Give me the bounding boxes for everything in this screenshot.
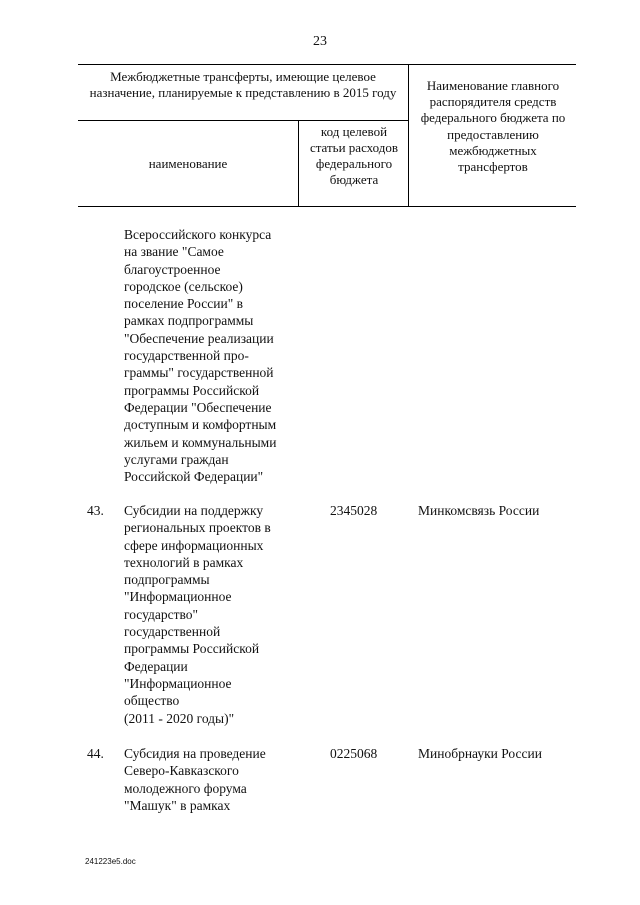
header-col-name: наименование <box>148 156 228 171</box>
header-col-admin: Наименование главного распорядителя средств федерального бюджета по предоставлению межбюджетных трансфертов <box>420 78 566 175</box>
header-group-title: Межбюджетные трансферты, имеющие целевое назначение, планируемые к представлению в 2015 году <box>89 69 397 100</box>
row-number: 43. <box>87 503 104 518</box>
row-code: 0225068 <box>330 746 378 761</box>
header-top-line <box>78 64 576 65</box>
row-name: Всероссийского конкурса на звание "Самое благоустроенное городское (сельское) поселение России" в рамках подпрограммы "Обеспечение реализации государственной про- граммы" государственной программы Российской Федерации "Обеспечение доступным и комфортным жильем и коммунальными услугами граждан Российской Федерации" <box>124 227 277 485</box>
header-sub-line <box>78 120 408 121</box>
header-bottom-line <box>78 206 576 207</box>
row-name: Субсидии на поддержку региональных проектов в сфере информационных технологий в рамках подпрограммы "Информационное государство" государственной программы Российской Федерации "Информационное общество (2011 - 2020 годы)" <box>124 503 271 726</box>
row-number: 44. <box>87 746 104 761</box>
row-code: 2345028 <box>330 503 378 518</box>
header-divider-code <box>298 120 299 206</box>
page-number: 23 <box>313 34 327 49</box>
header-divider-admin <box>408 64 409 206</box>
row-name: Субсидия на проведение Северо-Кавказского молодежного форума "Машук" в рамках <box>124 746 266 813</box>
header-col-code: код целевой статьи расходов федерального бюджета <box>309 124 399 187</box>
document-footer: 241223e5.doc <box>85 857 136 866</box>
row-administrator: Минобрнауки России <box>418 746 542 761</box>
row-administrator: Минкомсвязь России <box>418 503 540 518</box>
